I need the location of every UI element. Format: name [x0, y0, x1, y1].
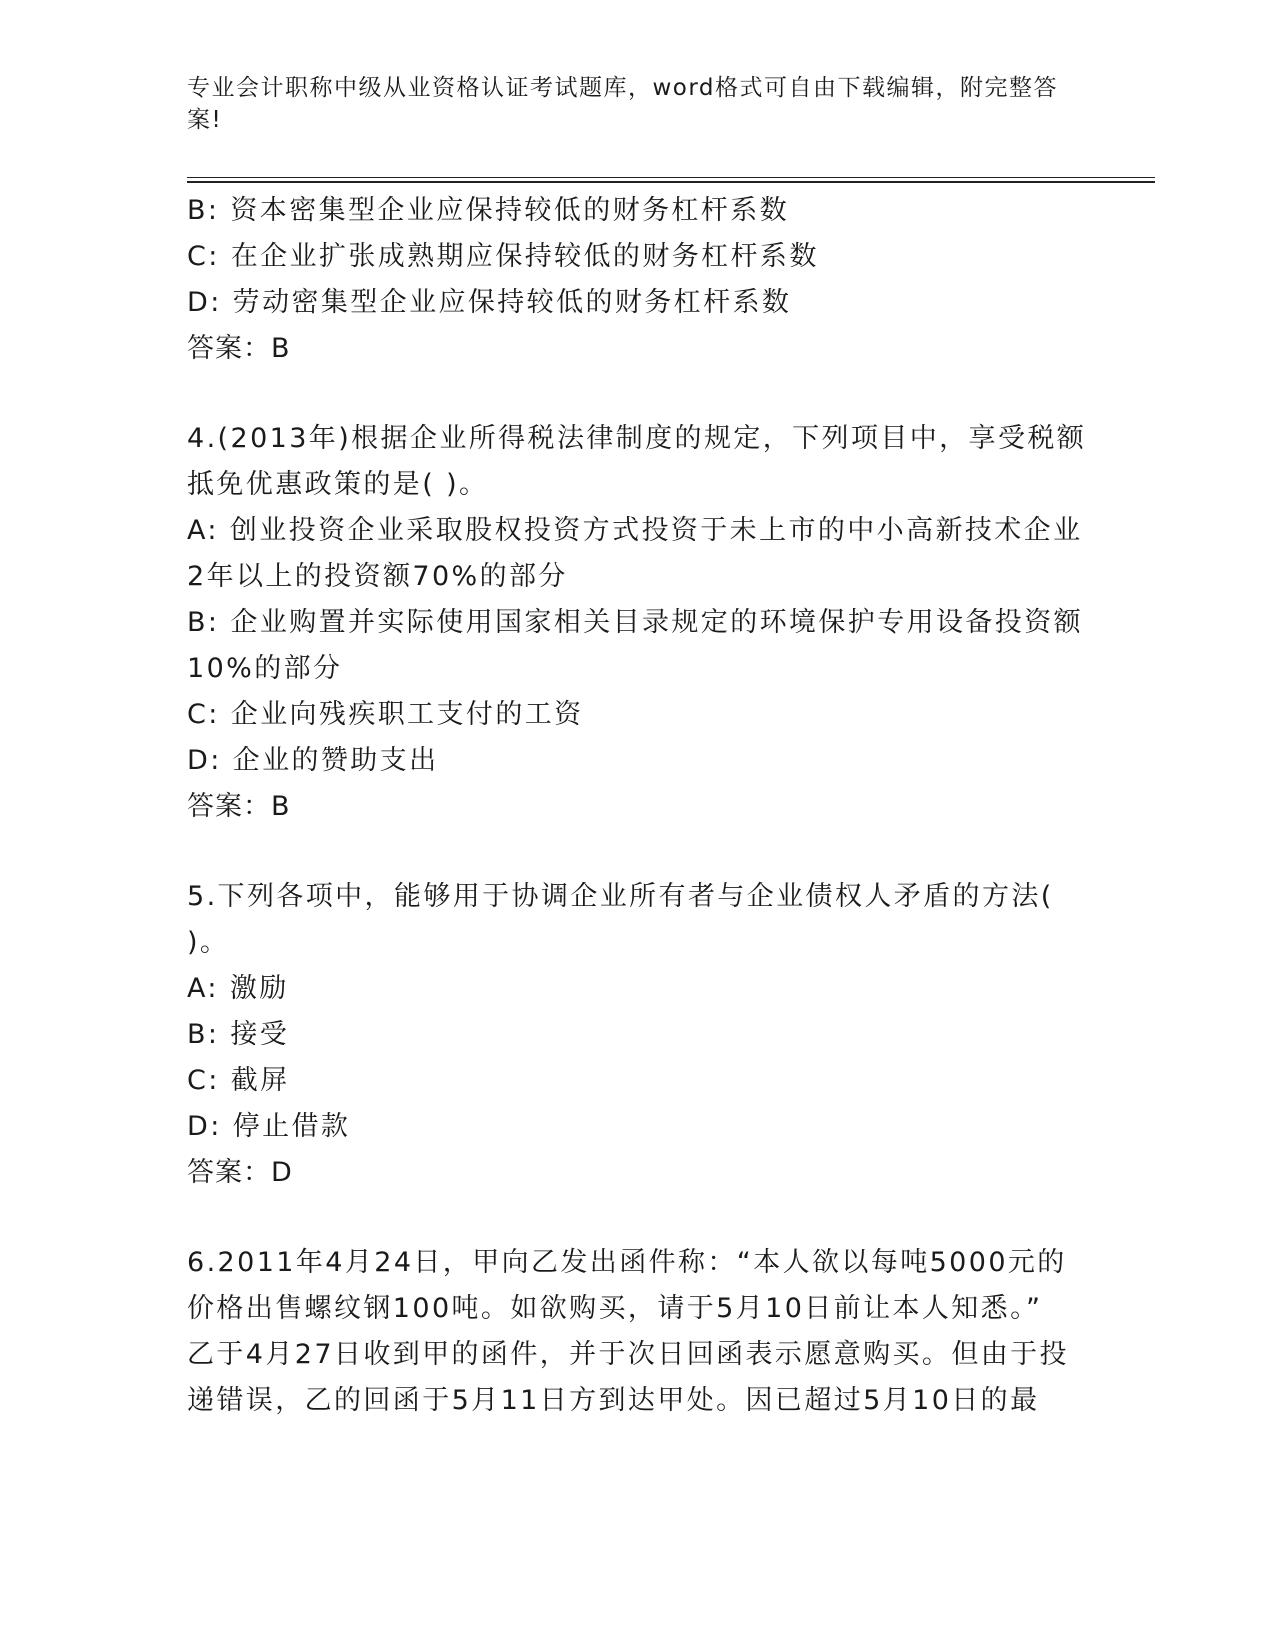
question-3	[187, 188, 1077, 372]
header-line-2: 案!	[187, 107, 223, 133]
question-4	[187, 416, 1087, 830]
spacer	[187, 372, 1077, 416]
question-5	[187, 874, 1077, 1196]
header-divider-thick	[187, 181, 1155, 183]
header-divider-thin	[187, 177, 1155, 178]
document-body	[187, 188, 1087, 1424]
q4-option-c: C: 企业向残疾职工支付的工资	[187, 699, 584, 730]
q4-stem-line-2: 抵免优惠政策的是( )。	[187, 469, 489, 500]
q4-stem-line-1: 4.(2013年)根据企业所得税法律制度的规定，下列项目中，享受税额	[187, 423, 1087, 454]
question-6	[187, 1240, 1077, 1424]
q5-option-b: B: 接受	[187, 1019, 290, 1050]
q5-option-a: A: 激励	[187, 973, 289, 1004]
q4-option-a-line-2: 2年以上的投资额70%的部分	[187, 561, 568, 592]
q3-option-b: B: 资本密集型企业应保持较低的财务杠杆系数	[187, 195, 790, 226]
q5-answer: 答案：D	[187, 1157, 293, 1188]
q3-answer: 答案：B	[187, 333, 291, 364]
q3-option-c: C: 在企业扩张成熟期应保持较低的财务杠杆系数	[187, 241, 819, 272]
spacer	[187, 830, 1077, 874]
q3-option-d: D: 劳动密集型企业应保持较低的财务杠杆系数	[187, 287, 792, 318]
q6-stem-line-1: 6.2011年4月24日，甲向乙发出函件称：“本人欲以每吨5000元的	[187, 1247, 1067, 1278]
q6-stem-line-4: 递错误，乙的回函于5月11日方到达甲处。因已超过5月10日的最	[187, 1385, 1040, 1416]
q4-option-d: D: 企业的赞助支出	[187, 745, 439, 776]
q4-option-b-line-2: 10%的部分	[187, 653, 343, 684]
q4-option-b-line-1: B: 企业购置并实际使用国家相关目录规定的环境保护专用设备投资额	[187, 607, 1084, 638]
q6-stem-line-2: 价格出售螺纹钢100吨。如欲购买，请于5月10日前让本人知悉。”	[187, 1293, 1043, 1324]
q5-stem-line-2: )。	[187, 927, 230, 958]
q4-option-a-line-1: A: 创业投资企业采取股权投资方式投资于未上市的中小高新技术企业	[187, 515, 1083, 546]
header-line-1: 专业会计职称中级从业资格认证考试题库，word格式可自由下载编辑，附完整答	[187, 75, 1059, 101]
q6-stem-line-3: 乙于4月27日收到甲的函件，并于次日回函表示愿意购买。但由于投	[187, 1339, 1069, 1370]
q5-option-c: C: 截屏	[187, 1065, 290, 1096]
spacer	[187, 1196, 1077, 1240]
page-header	[187, 72, 1067, 136]
q4-answer: 答案：B	[187, 791, 291, 822]
q5-option-d: D: 停止借款	[187, 1111, 351, 1142]
q5-stem-line-1: 5.下列各项中，能够用于协调企业所有者与企业债权人矛盾的方法(	[187, 881, 1054, 912]
